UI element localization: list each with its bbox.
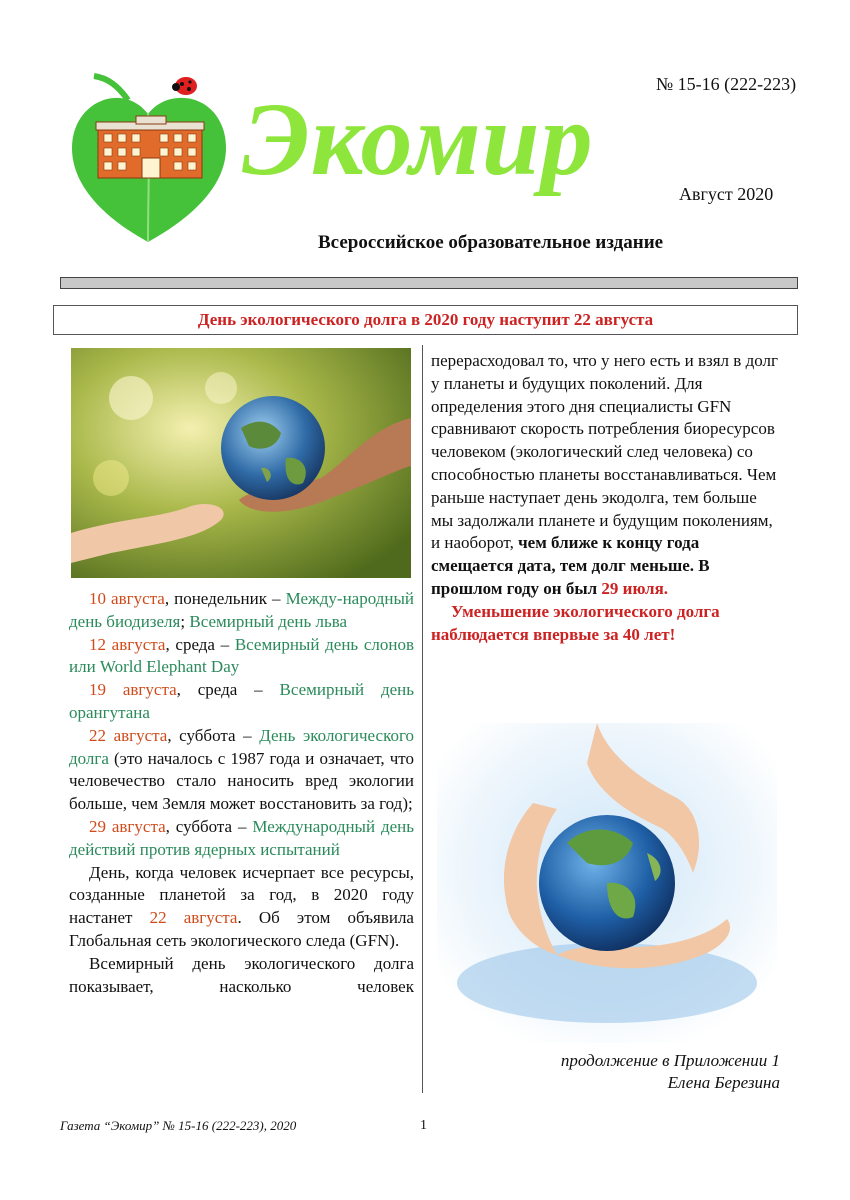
signature-block xyxy=(480,1050,780,1094)
event-aug-22: 22 августа, суббота – День экологического долга (это началось с 1987 года и означает, что человечество стало наносить вред экологии больше, чем Земля может восстановить за год); xyxy=(69,725,415,814)
author-name: Елена Березина xyxy=(667,1073,780,1092)
paragraph-reduction: Уменьшение экологического долга наблюдается впервые за 40 лет! xyxy=(431,601,720,644)
left-column xyxy=(69,588,414,998)
event-aug-29: 29 августа, суббота – Международный день действий против ядерных испытаний xyxy=(69,816,414,859)
article-headline: День экологического долга в 2020 году наступит 22 августа xyxy=(53,305,798,335)
right-column xyxy=(431,350,781,646)
column-divider xyxy=(422,345,423,1093)
newspaper-title: Экомир xyxy=(242,82,594,197)
paragraph-overspent: перерасходовал то, что у него есть и взял в долг у планеты и будущих поколений. Для определения этого дня специалисты GFN сравнивают скорость потребления биоресурсов человеком (экологический след человека) со способностью планеты восстанавливаться. Чем раньше наступает день экодолга, тем больше мы задолжали планете и будущим поколениям, и наоборот, чем ближе к концу года смещается дата, тем долг меньше. В прошлом году он был 29 июля. xyxy=(431,351,778,598)
hands-around-earth-photo xyxy=(437,723,777,1043)
header-rule xyxy=(60,277,798,289)
footer-text: Газета “Экомир” № 15-16 (222-223), 2020 xyxy=(60,1118,297,1133)
paragraph-debt-day: Всемирный день экологического долга показывает, насколько человек xyxy=(69,953,414,996)
event-aug-10: 10 августа, понедельник – Между-народный день биодизеля; Всемирный день льва xyxy=(69,589,414,631)
issue-number: № 15-16 (222-223) xyxy=(656,74,797,94)
paragraph-resources: День, когда человек исчерпает все ресурсы, созданные планетой за год, в 2020 году настанет 22 августа. Об этом объявила Глобальная сеть экологического следа (GFN). xyxy=(69,862,414,950)
event-aug-19: 19 августа, среда – Всемирный день орангутана xyxy=(69,680,415,722)
event-aug-12: 12 августа, среда – Всемирный день слонов или World Elephant Day xyxy=(69,634,415,677)
page-number: 1 xyxy=(420,1118,427,1133)
publication-subtitle: Всероссийское образовательное издание xyxy=(318,232,664,253)
issue-date: Август 2020 xyxy=(679,184,774,204)
hands-globe-photo xyxy=(71,348,411,578)
ekomir-logo xyxy=(68,70,230,248)
continued-note: продолжение в Приложении 1 xyxy=(560,1051,780,1070)
